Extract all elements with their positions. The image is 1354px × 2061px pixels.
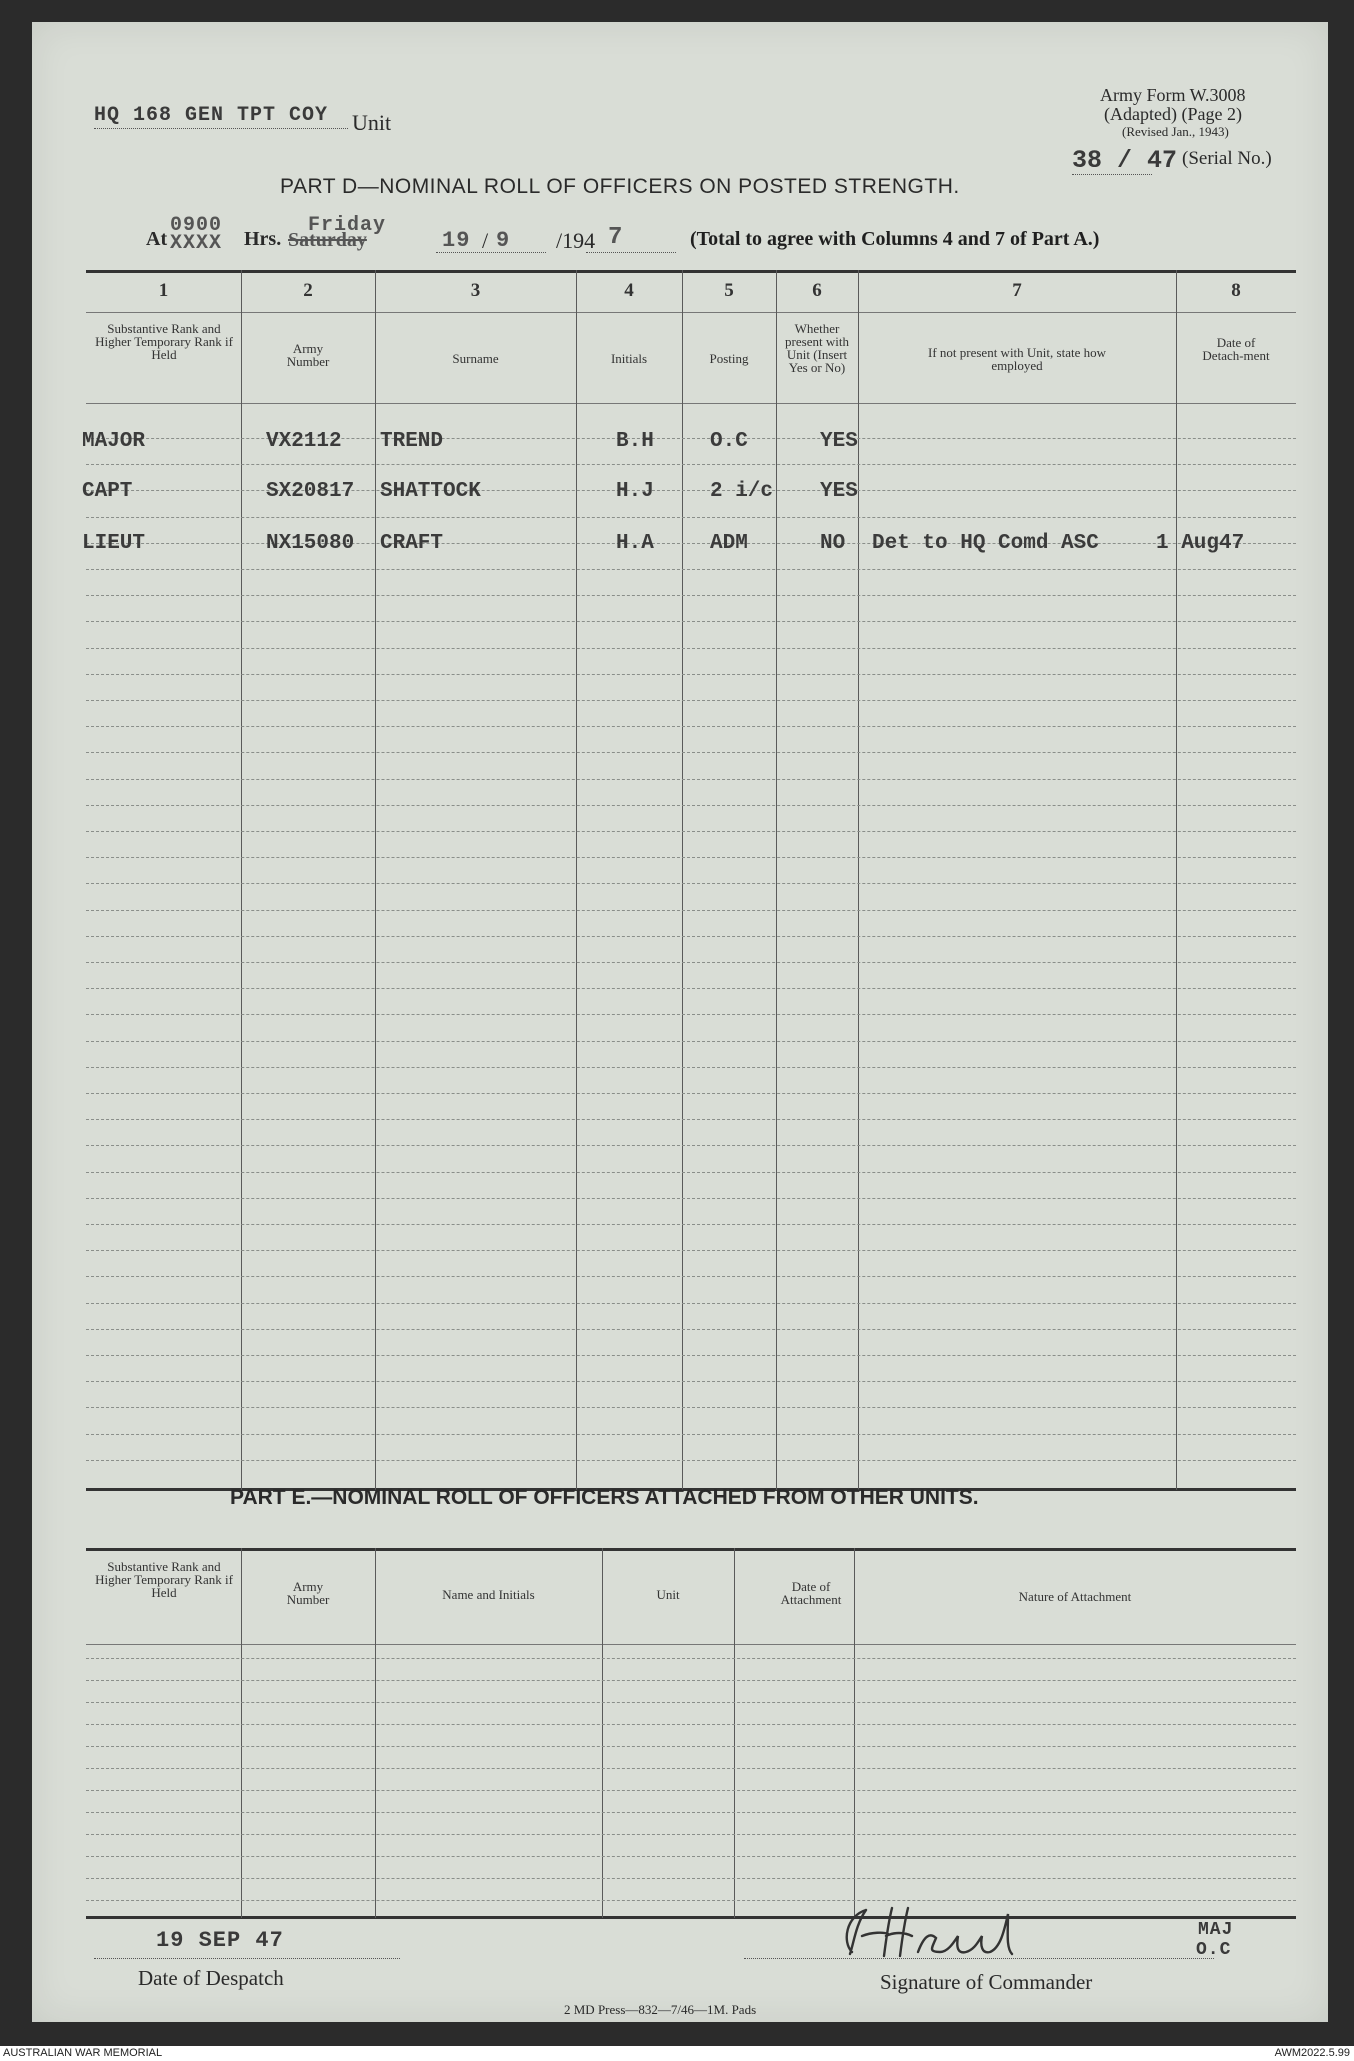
part-d-table	[82, 270, 1296, 1492]
day-sep: /	[482, 228, 489, 253]
header-divider	[86, 403, 1296, 404]
ruled-line	[86, 1355, 1296, 1356]
cell-posting: 2 i/c	[710, 480, 774, 503]
ruled-line	[86, 1198, 1296, 1199]
col-divider-7	[1176, 270, 1177, 1490]
ruled-line	[86, 1460, 1296, 1461]
ruled-line	[86, 648, 1296, 649]
colhead-posting: Posting	[709, 351, 749, 366]
commander-signature	[832, 1902, 1062, 1962]
ruled-line	[86, 1878, 1296, 1879]
ruled-line	[86, 464, 1296, 465]
colnum-8: 8	[1231, 280, 1241, 301]
cell-present: NO	[820, 532, 846, 555]
part-e-table	[86, 1548, 1296, 1920]
e-bottom-border	[86, 1916, 1296, 1919]
form-page	[32, 22, 1328, 2022]
col-divider-2	[375, 270, 376, 1490]
e-col-divider-4	[734, 1548, 735, 1918]
unit-value: HQ 168 GEN TPT COY	[94, 104, 329, 127]
ruled-line	[86, 1093, 1296, 1094]
cell-number: SX20817	[266, 480, 355, 503]
signature-label: Signature of Commander	[880, 1970, 1093, 1994]
ruled-line	[86, 988, 1296, 989]
ruled-line	[86, 1276, 1296, 1277]
colhead-army-number: Army Number	[286, 341, 330, 369]
ruled-line	[86, 595, 1296, 596]
serial-label: (Serial No.)	[1182, 148, 1272, 169]
cell-surname: SHATTOCK	[380, 480, 481, 503]
ruled-line	[86, 936, 1296, 937]
unit-label: Unit	[352, 110, 392, 135]
ruled-line	[86, 726, 1296, 727]
cell-number: NX15080	[266, 532, 355, 555]
e-colhead-rank: Substantive Rank and Higher Temporary Rank if Held	[95, 1559, 233, 1600]
ruled-line	[86, 1407, 1296, 1408]
ruled-line	[86, 1790, 1296, 1791]
form-revised: (Revised Jan., 1943)	[1122, 124, 1229, 139]
ruled-line	[86, 1224, 1296, 1225]
ruled-line	[86, 1067, 1296, 1068]
colhead-surname: Surname	[452, 351, 499, 366]
part-d-title: PART D—NOMINAL ROLL OF OFFICERS ON POSTED STRENGTH.	[280, 175, 960, 198]
colnum-6: 6	[812, 280, 822, 301]
ruled-line	[86, 857, 1296, 858]
cell-present: YES	[820, 480, 858, 503]
year-label: /194	[556, 228, 596, 253]
col-divider-5	[776, 270, 777, 1490]
despatch-dotline	[94, 1958, 400, 1959]
ruled-line	[86, 752, 1296, 753]
e-colhead-army-number: Army Number	[286, 1579, 330, 1607]
ruled-line	[86, 1702, 1296, 1703]
archive-strip	[0, 2046, 1354, 2061]
colhead-present: Whether present with Unit (Insert Yes or No)	[785, 321, 849, 375]
form-name: Army Form W.3008	[1100, 85, 1246, 105]
col-divider-3	[576, 270, 577, 1490]
colhead-detachment: Date of Detach-ment	[1202, 335, 1270, 363]
total-note: (Total to agree with Columns 4 and 7 of Part A.)	[690, 228, 1100, 250]
e-colhead-attachment-date: Date of Attachment	[780, 1579, 842, 1607]
commander-rank: MAJ	[1198, 1920, 1234, 1940]
col-divider-4	[682, 270, 683, 1490]
year-dotline	[586, 252, 676, 253]
cell-date: 1 Aug47	[1156, 532, 1245, 555]
table-top-border	[86, 270, 1296, 273]
e-col-divider-2	[375, 1548, 376, 1918]
time-value: 0900	[170, 214, 223, 237]
ruled-line	[86, 831, 1296, 832]
ruled-line	[86, 1381, 1296, 1382]
ruled-line	[86, 883, 1296, 884]
colnum-5: 5	[724, 280, 734, 301]
ruled-line	[86, 1329, 1296, 1330]
ruled-line	[86, 1303, 1296, 1304]
col-divider-1	[241, 270, 242, 1490]
cell-number: VX2112	[266, 430, 342, 453]
ruled-line	[86, 569, 1296, 570]
cell-initials: H.J	[616, 480, 654, 503]
ruled-line	[86, 910, 1296, 911]
ruled-line	[86, 621, 1296, 622]
serial-value: 38 / 47	[1072, 146, 1178, 175]
colhead-rank: Substantive Rank and Higher Temporary Rank if Held	[95, 321, 233, 362]
ruled-line	[86, 805, 1296, 806]
ruled-line	[86, 1250, 1296, 1251]
cell-rank: CAPT	[82, 480, 133, 503]
part-e-title: PART E.—NOMINAL ROLL OF OFFICERS ATTACHED FROM OTHER UNITS.	[230, 1486, 979, 1509]
cell-surname: CRAFT	[380, 532, 444, 555]
cell-present: YES	[820, 430, 858, 453]
colnum-1: 1	[158, 280, 169, 301]
ruled-line	[86, 1834, 1296, 1835]
day-struck: Saturday	[288, 229, 367, 251]
at-label: At	[146, 228, 168, 250]
colnum-7: 7	[1012, 280, 1022, 301]
press-note: 2 MD Press—832—7/46—1M. Pads	[564, 2002, 757, 2017]
ruled-line	[86, 1724, 1296, 1725]
cell-rank: MAJOR	[82, 430, 146, 453]
colnum-divider	[86, 312, 1296, 313]
colhead-employed: If not present with Unit, state how employed	[928, 345, 1106, 373]
colhead-initials: Initials	[610, 351, 648, 366]
archive-source: AUSTRALIAN WAR MEMORIAL	[3, 2047, 163, 2059]
despatch-date: 19 SEP 47	[156, 1928, 284, 1953]
serial-dotline	[1072, 174, 1152, 175]
e-colhead-nature: Nature of Attachment	[1018, 1589, 1132, 1604]
despatch-label: Date of Despatch	[138, 1966, 284, 1990]
e-col-divider-1	[241, 1548, 242, 1918]
ruled-line	[86, 1768, 1296, 1769]
ruled-line	[86, 1434, 1296, 1435]
ruled-line	[86, 1041, 1296, 1042]
ruled-line	[86, 1856, 1296, 1857]
unit-dotline	[94, 128, 348, 129]
colnum-3: 3	[470, 280, 481, 301]
date-line	[146, 214, 1266, 256]
e-top-border	[86, 1548, 1296, 1551]
cell-rank: LIEUT	[82, 532, 146, 555]
ruled-line	[86, 1680, 1296, 1681]
ruled-line	[86, 1172, 1296, 1173]
ruled-line	[86, 1746, 1296, 1747]
e-colhead-unit: Unit	[656, 1587, 680, 1602]
ruled-line	[86, 1900, 1296, 1901]
day-value: Friday	[308, 214, 387, 237]
year-typed: 7	[608, 224, 624, 251]
ruled-line	[86, 962, 1296, 963]
ruled-line	[86, 1014, 1296, 1015]
cell-posting: O.C	[710, 430, 748, 453]
commander-role: O.C	[1196, 1940, 1232, 1960]
signature-dotline	[744, 1958, 1214, 1959]
cell-initials: H.A	[616, 532, 654, 555]
cell-posting: ADM	[710, 532, 748, 555]
ruled-line	[86, 1119, 1296, 1120]
e-col-divider-3	[602, 1548, 603, 1918]
colnum-2: 2	[303, 280, 313, 301]
day-num: 19	[442, 228, 471, 253]
col-divider-6	[858, 270, 859, 1490]
archive-ref: AWM2022.5.99	[1274, 2047, 1350, 2059]
ruled-line	[86, 517, 1296, 518]
e-colhead-name: Name and Initials	[442, 1587, 535, 1602]
ruled-line	[86, 674, 1296, 675]
hrs-label: Hrs.	[244, 228, 282, 250]
month-num: 9	[496, 228, 511, 253]
ruled-line	[86, 779, 1296, 780]
e-col-divider-5	[854, 1548, 855, 1918]
e-header-divider	[86, 1644, 1296, 1645]
ruled-line	[86, 1812, 1296, 1813]
cell-employed: Det to HQ Comd ASC	[872, 532, 1099, 555]
cell-initials: B.H	[616, 430, 654, 453]
ruled-line	[86, 700, 1296, 701]
ruled-line	[86, 1145, 1296, 1146]
day-dotline	[436, 252, 546, 253]
cell-surname: TREND	[380, 430, 444, 453]
form-adapted: (Adapted) (Page 2)	[1104, 104, 1242, 124]
time-struck: XXXX	[170, 232, 223, 255]
colnum-4: 4	[624, 280, 634, 301]
ruled-line	[86, 1658, 1296, 1659]
